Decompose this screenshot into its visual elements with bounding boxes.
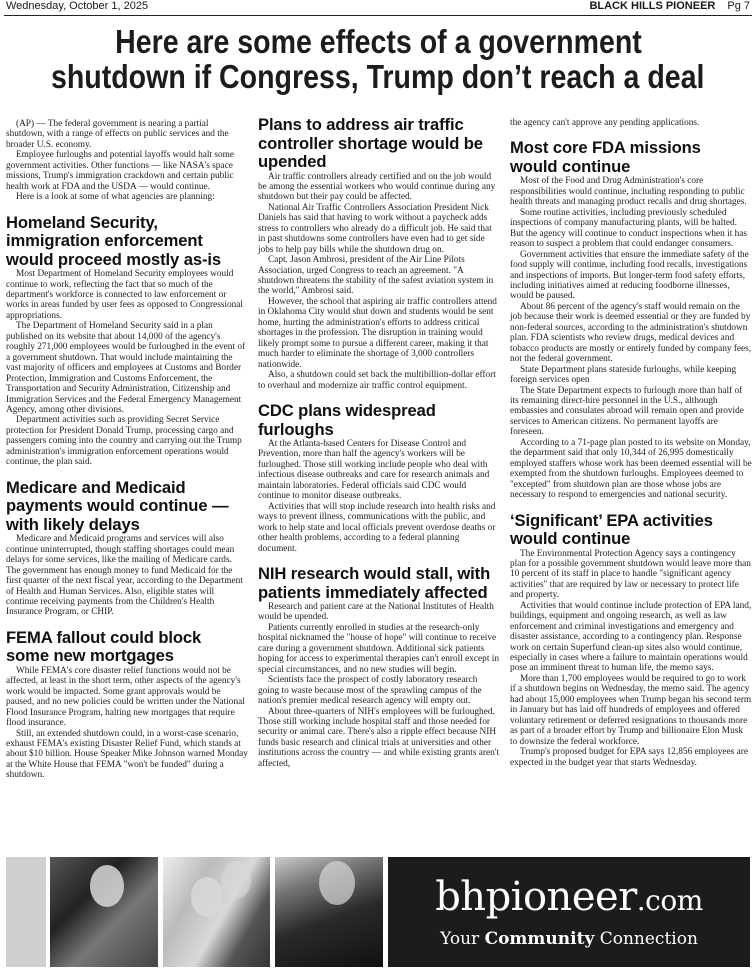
body-paragraph: According to a 71-page plan posted to its website on Monday, the department said that only 10,344 of 26,995 domestically employed staffers whose work has been deemed essential will be exempted from the shutdown furloughs. Employees deemed to "excepted" from shutdown plan are those whose jobs are necessary to respond to emergencies and national security. bbox=[510, 437, 752, 501]
body-paragraph: Patients currently enrolled in studies at the research-only hospital nicknamed the "house of hope" will continue to receive care during a government shutdown. Additional sick patients hoping for access to experimental therapies can't enroll except in special circumstances, and no new studies will begin. bbox=[258, 622, 499, 675]
body-paragraph: Scientists face the prospect of costly laboratory research going to waste because most of the sprawling campus of the nation's premier medical research agency will empty out. bbox=[258, 675, 482, 707]
article-column-2 bbox=[258, 116, 500, 769]
section-heading: CDC plans widespread furloughs bbox=[258, 401, 436, 439]
body-paragraph: Air traffic controllers already certified and on the job would be among the essential workers who would continue during any shutdown but their pay could be affected. bbox=[258, 171, 496, 203]
body-paragraph: Activities that would continue include protection of EPA land, buildings, equipment and ongoing research, as well as law enforcement and criminal investigations and emergency and disaster assistance, according to a contingency plan. Response work on certain Superfund clean-up sites also would continue, especially in cases where a failure to maintain operations would pose an imminent threat to human life, the memo says. bbox=[510, 600, 752, 674]
body-paragraph: Research and patient care at the National Institutes of Health would be upended. bbox=[258, 602, 494, 623]
page-header bbox=[4, 0, 752, 16]
body-paragraph: Trump's proposed budget for EPA says 12,856 employees are expected in the budget year that starts Wednesday. bbox=[510, 747, 748, 768]
body-paragraph: Activities that will stop include research into health risks and ways to prevent illness, communications with the public, and work to help state and local officials prevent overdose deaths or other health problems, according to a federal planning document. bbox=[258, 501, 496, 554]
article-headline bbox=[0, 24, 756, 94]
section-heading: ‘Significant’ EPA activities would continue bbox=[510, 510, 713, 548]
section-heading: FEMA fallout could block some new mortgages bbox=[6, 627, 202, 666]
section-heading: Medicare and Medicaid payments would continue — with likely delays bbox=[6, 477, 229, 534]
ad-site-name: bhpioneer.com bbox=[435, 874, 703, 920]
body-paragraph: National Air Traffic Controllers Association President Nick Daniels has said that having to work without a paycheck adds stress to controllers who already do a difficult job. He said that in past shutdowns some controllers have even had to get side jobs to help pay bills while the shutdown drug on. bbox=[258, 202, 492, 255]
body-paragraph: (AP) — The federal government is nearing a partial shutdown, with a range of effects on public services and the broader U.S. economy. bbox=[6, 119, 229, 150]
article-column-1 bbox=[6, 119, 248, 781]
body-paragraph: However, the school that aspiring air traffic controllers attend in Oklahoma City would shut down and students would be sent home, hurting the administration's efforts to address critical shortages in the profession. The disruption in training would likely prompt some to pursue a different career, making it that much harder to eliminate the shortage of 3,000 controllers nationwide. bbox=[258, 296, 497, 370]
section-heading: Most core FDA missions would continue bbox=[510, 138, 701, 176]
section-heading: Plans to address air traffic controller shortage would be upended bbox=[258, 115, 483, 171]
ad-gray-panel bbox=[6, 857, 46, 967]
body-paragraph: More than 1,700 employees would be required to go to work if a shutdown begins on Wednesday, the memo said. The agency had about 15,000 employees when Trump began his second term in January but has laid off hundreds of employees and offered voluntary retirement or deferred resignations to thousands more as part of a broader effort by Trump and billionaire Elon Musk to downsize the federal workforce. bbox=[510, 673, 752, 747]
body-paragraph: The Department of Homeland Security said in a plan published on its website that about 14,000 of the agency's roughly 271,000 employees would be furloughed in the event of a government shutdown. That would include maintaining the vast majority of officers and employees at Customs and Border Protection, Immigration and Customs Enforcement, the Transportation and Security Administration, Citizenship and Immigration Services and the Federal Emergency Management Agency, among other divisions. bbox=[6, 321, 246, 416]
body-paragraph: Still, an extended shutdown could, in a worst-case scenario, exhaust FEMA's existing Disaster Relief Fund, which stands at about $10 billion. House Speaker Mike Johnson warned Monday at the White House that FEMA "won't be funded" during a shutdown. bbox=[6, 728, 248, 781]
body-paragraph: Department activities such as providing Secret Service protection for President Donald Trump, processing cargo and passengers coming into the country and carrying out the Trump administration's immigration enforcement operations would continue, the plan said. bbox=[6, 415, 242, 468]
body-paragraph: Capt. Jason Ambrosi, president of the Air Line Pilots Association, urged Congress to reach an agreement. "A shutdown threatens the stability of the safest aviation system in the world," Ambrosi said. bbox=[258, 255, 494, 297]
ad-tagline: Your Community Connection bbox=[440, 929, 698, 949]
section-heading: Homeland Security, immigration enforcement would proceed mostly as-is bbox=[6, 212, 222, 269]
page-number: Pg 7 bbox=[727, 0, 750, 12]
ad-photo-couple bbox=[163, 857, 270, 967]
headline-line-2: shutdown if Congress, Trump don’t reach a deal bbox=[51, 58, 705, 95]
body-paragraph: Here is a look at some of what agencies are planning: bbox=[16, 192, 215, 203]
body-paragraph: Medicare and Medicaid programs and services will also continue uninterrupted, though staffing shortages could mean delays for some services, like the mailing of Medicare cards. The government has enough money to fund Medicaid for the first quarter of the next fiscal year, according to the Department of Health and Human Services. Also, eligible states will continue receiving payments from the Children's Health Insurance Program, or CHIP. bbox=[6, 534, 243, 618]
body-paragraph: State Department plans stateside furloughs, while keeping foreign services open bbox=[510, 364, 737, 386]
body-paragraph: The Environmental Protection Agency says a contingency plan for a possible government shutdown would leave more than 10 percent of its staff in place to handle "significant agency activities" that are required by law or necessary to protect life and property. bbox=[510, 548, 751, 601]
headline-line-1: Here are some effects of a government bbox=[114, 23, 642, 60]
body-paragraph: Some routine activities, including previously scheduled inspections of company manufacturing plants, will be halted. But the agency will continue to conduct inspections when it has reason to suspect a problem that could endanger consumers. bbox=[510, 207, 748, 250]
body-paragraph: the agency can't approve any pending applications. bbox=[510, 118, 700, 128]
ad-bhpioneer-banner[interactable] bbox=[388, 857, 750, 967]
body-paragraph: While FEMA's core disaster relief functions would not be affected, at least in the short term, other aspects of the agency's work would be impacted. Some grant approvals would be paused, and no new policies could be written under the National Flood Insurance Program, halting new mortgages that require flood insurance. bbox=[6, 665, 245, 729]
ad-photo-woman-laptop bbox=[50, 857, 158, 967]
body-paragraph: Most Department of Homeland Security employees would continue to work, reflecting the fact that so much of the department's workforce is connected to law enforcement or works in areas funded by user fees as opposed to Congressional appropriations. bbox=[6, 269, 244, 321]
body-paragraph: About three-quarters of NIH's employees will be furloughed. Those still working include hospital staff and those needed for security or animal care. There's also a ripple effect because NIH funds basic research and clinical trials at universities and other institutions across the country — and while existing grants aren't affected, bbox=[258, 706, 500, 769]
section-heading: NIH research would stall, with patients immediately affected bbox=[258, 564, 491, 602]
body-paragraph: Government activities that ensure the immediate safety of the food supply will continue, including food recalls, investigations and inspections of imports. But longer-term food safety efforts, including initiatives aimed at reducing foodborne illnesses, would be paused. bbox=[510, 249, 749, 302]
body-paragraph: At the Atlanta-based Centers for Disease Control and Prevention, more than half the agency's workers will be furloughed. Those still working include people who deal with infectious disease outbreaks and care for research animals and maintain laboratories. Federal officials said CDC would continue to monitor disease outbreaks. bbox=[258, 439, 490, 502]
body-paragraph: Also, a shutdown could set back the multibillion-dollar effort to overhaul and modernize air traffic control equipment. bbox=[258, 370, 496, 391]
newspaper-name: BLACK HILLS PIONEER bbox=[589, 0, 716, 12]
issue-date: Wednesday, October 1, 2025 bbox=[6, 0, 149, 12]
body-paragraph: About 86 percent of the agency's staff would remain on the job because their work is deemed essential or they are funded by non-federal sources, according to the administration's shutdown plan. FDA scientists who review drugs, medical devices and tobacco products are mostly or entirely funded by company fees, not the federal government. bbox=[510, 301, 752, 365]
body-paragraph: Employee furloughs and potential layoffs would halt some government activities. Other functions — like NASA's space missions, Trump's immigration crackdown and certain public health work at FDA and the USDA — would continue. bbox=[6, 150, 235, 192]
article-column-3 bbox=[510, 118, 752, 768]
ad-photo-man-phone bbox=[275, 857, 383, 967]
body-paragraph: Most of the Food and Drug Administration's core responsibilities would continue, including responding to public health threats and managing product recalls and drug shortages. bbox=[510, 176, 747, 208]
body-paragraph: The State Department expects to furlough more than half of its remaining direct-hire personnel in the U.S., although embassies and consulates abroad will remain open and provide services to American citizens. No permanent layoffs are foreseen. bbox=[510, 385, 744, 438]
